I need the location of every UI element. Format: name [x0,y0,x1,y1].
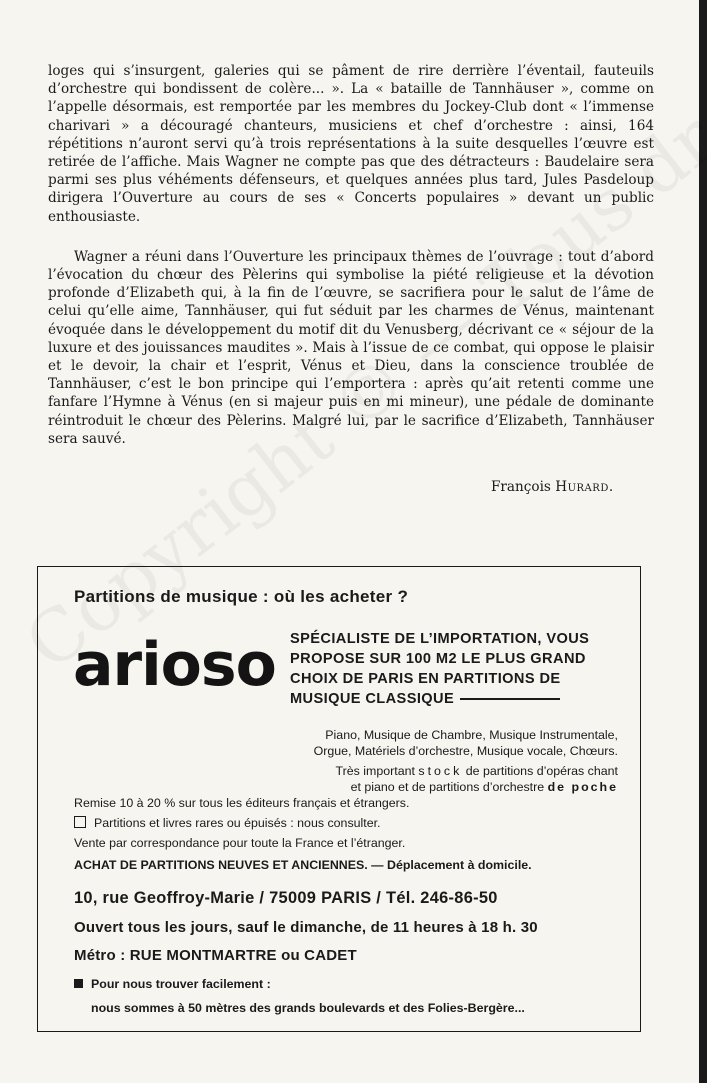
stock-text-1: Très important [335,764,415,778]
directions-heading [74,977,271,991]
metro-stations: Métro : RUE MONTMARTRE ou CADET [74,947,357,964]
rare-items-text: Partitions et livres rares ou épuisés : nous consulter. [94,816,381,830]
instruments-line-2: Orgue, Matériels d’orchestre, Musique vocale, Chœurs. [313,744,618,758]
directions-text: nous sommes à 50 mètres des grands boulevards et des Folies-Bergère... [91,1001,525,1015]
article-paragraph-1: loges qui s’insurgent, galeries qui se pâment de rire derrière l’éventail, fauteuils d’orchestre qui bondissent de colère... ». La « bataille de Tannhäuser », comme on l’appelle désormais, est remportée par les membres du Jockey-Club dont « l’immense charivari » a découragé chanteurs, musiciens et chef d’orchestre : ainsi, 164 répétitions n’auront servi qu’à trois représentations à la suite desquelles l’œuvre est retirée de l’affiche. Mais Wagner ne compte pas que des détracteurs : Baudelaire sera parmi ses plus véhéments défenseurs, et quelques années plus tard, Jules Pasdeloup dirigera l’Ouverture au cours de ses « Concerts populaires » devant un public enthousiaste. [48,63,654,225]
author-first-name: François [491,479,551,495]
purchase-line: ACHAT DE PARTITIONS NEUVES ET ANCIENNES. — Déplacement à domicile. [74,858,532,872]
stock-text-3: de partitions d’opéras chant [465,764,618,778]
discount-line: Remise 10 à 20 % sur tous les éditeurs français et étrangers. [74,796,410,810]
author-signature [491,479,614,495]
stock-text-2: stock [418,764,463,778]
specialist-rule [460,698,560,699]
mail-order-line: Vente par correspondance pour toute la France et l’étranger. [74,836,406,850]
instruments-list [246,727,618,759]
stock-text-5: de poche [547,780,618,794]
directions-heading-text: Pour nous trouver facilement : [91,977,271,991]
article-paragraph-2: Wagner a réuni dans l’Ouverture les principaux thèmes de l’ouvrage : tout d’abord l’évocation du chœur des Pèlerins qui symbolise la piété religieuse et la dévotion profonde d’Elizabeth qui, à la fin de l’œuvre, se sacrifiera pour le salut de l’âme de celui qu’elle aime, Tannhäuser, qui fut séduit par les charmes de Vénus, maintenant évoquée dans le développement du motif dit du Venusberg, décrivant ce « séjour de la luxure et des jouissances maudites ». Mais à l’issue de ce combat, qui oppose le plaisir et le devoir, la chair et l’esprit, Vénus et Dieu, dans la conscience troublée de Tannhäuser, c’est le bon principe qui l’emportera : après qu’ait retenti comme une fanfare l’Hymne à Vénus (en si majeur puis en mi mineur), une pédale de dominante réintroduit le chœur des Pèlerins. Malgré lui, par le sacrifice d’Elizabeth, Tannhäuser sera sauvé. [48,248,654,447]
article-text [48,62,654,448]
author-last-name: Hurard. [555,479,614,495]
ad-headline: Partitions de musique : où les acheter ? [74,587,409,606]
arioso-advertisement [37,566,641,1032]
stock-statement [246,763,618,795]
checkbox-icon [74,816,86,828]
shop-address: 10, rue Geoffroy-Marie / 75009 PARIS / Tél. 246-86-50 [74,889,498,907]
arioso-logo: arioso [73,630,276,700]
bullet-square-icon [74,979,83,988]
opening-hours: Ouvert tous les jours, sauf le dimanche, de 11 heures à 18 h. 30 [74,919,538,936]
page-edge [699,0,707,1083]
specialist-statement [290,629,620,709]
rare-items-line [74,815,381,831]
instruments-line-1: Piano, Musique de Chambre, Musique Instrumentale, [325,728,618,742]
stock-text-4: et piano et de partitions d’orchestre [350,780,545,794]
specialist-text: SPÉCIALISTE DE L’IMPORTATION, VOUS PROPOSE SUR 100 M2 LE PLUS GRAND CHOIX DE PARIS EN PARTITIONS DE MUSIQUE CLASSIQUE [290,631,590,707]
